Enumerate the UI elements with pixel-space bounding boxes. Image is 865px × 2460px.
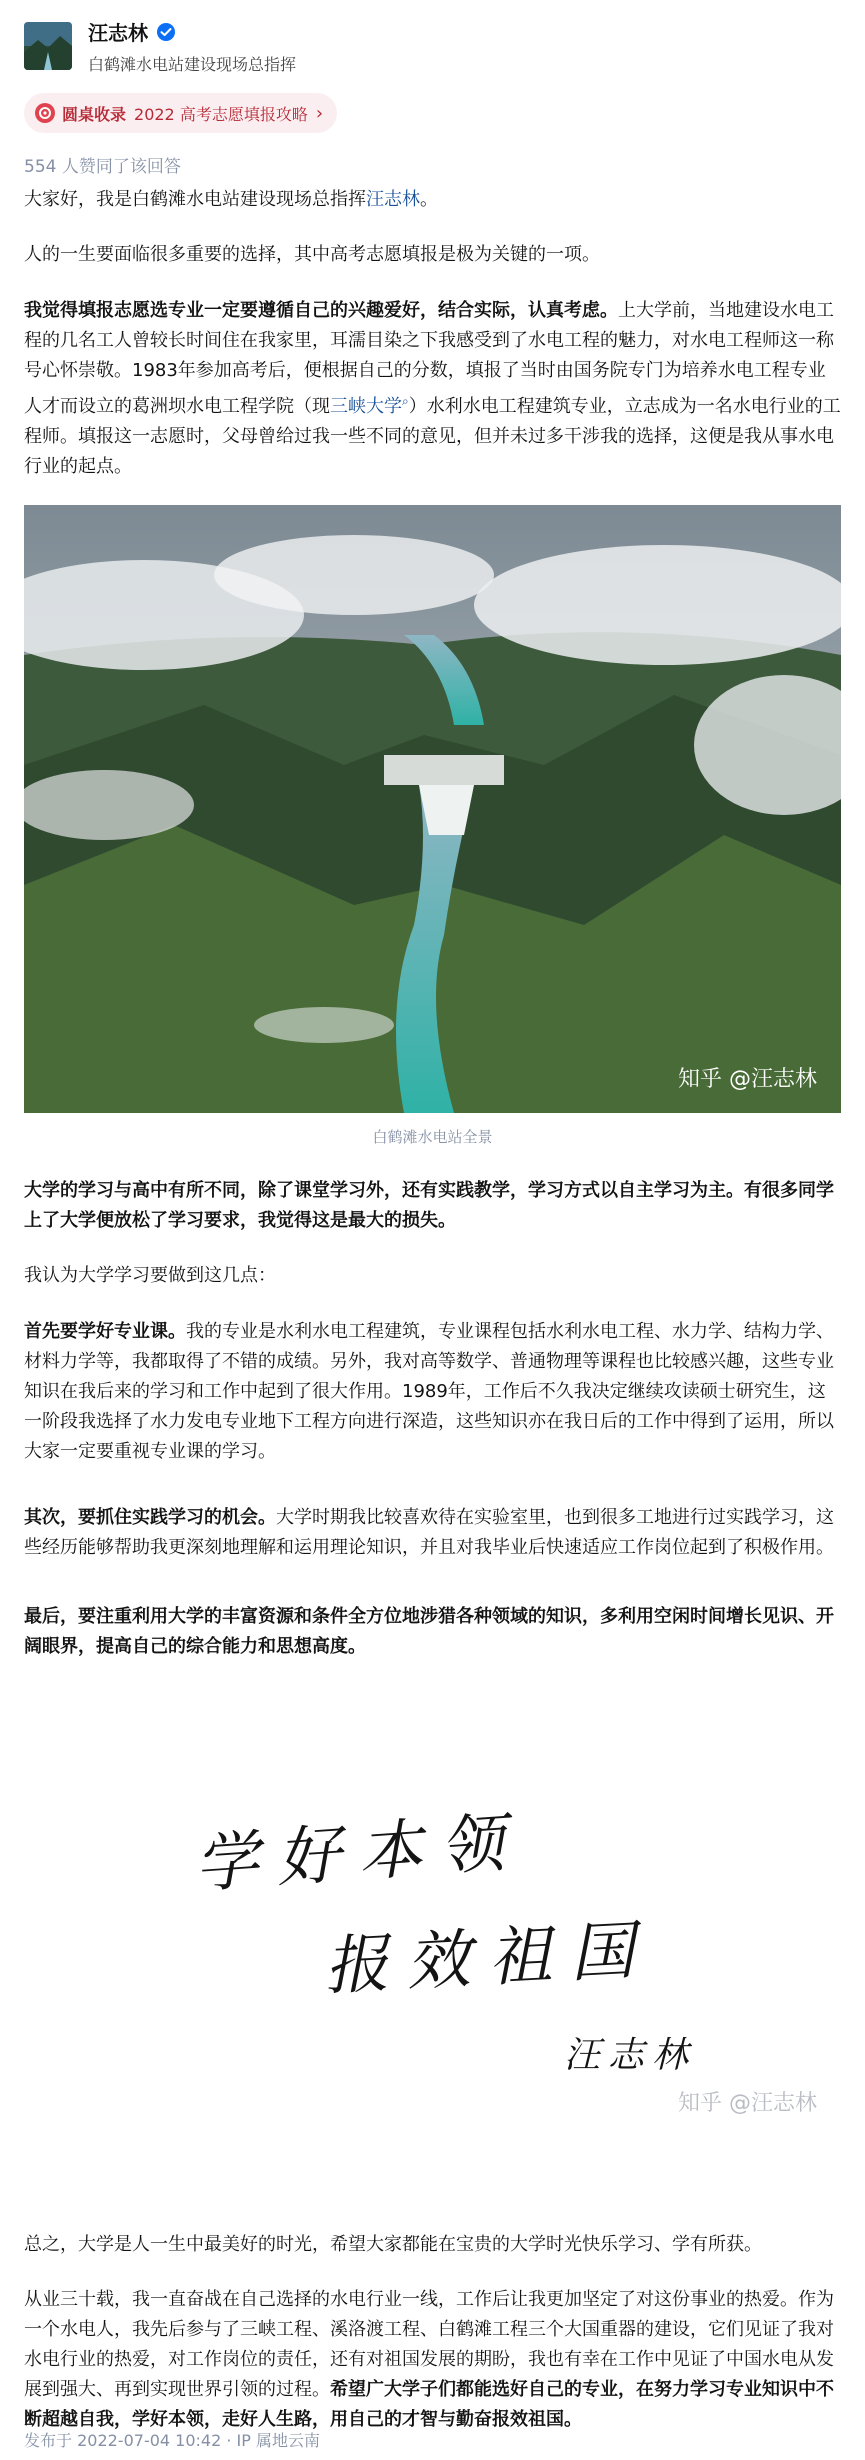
author-link[interactable]: 汪志林 — [366, 189, 420, 210]
calligraphy-line-2: 报效祖国 — [322, 1913, 655, 2005]
tag-prefix: 圆桌收录 — [62, 104, 127, 124]
search-icon[interactable]: ⌕ — [402, 394, 409, 408]
dam-photo — [24, 505, 841, 1113]
story-text: 上大学前，当地建设水电工程的几名工人曾较长时间住在我家里，耳濡目染之下我感受到了水电工程的魅力，对水电工程师这一称号心怀崇敬。1983年参加高考后，便根据自己的分数，填报了当时由国务院专门为培养水电工程专业人才而设立的葛洲坝水电工程学院（现 — [24, 300, 834, 417]
avatar[interactable] — [24, 22, 72, 70]
author-name[interactable]: 汪志林 — [88, 21, 148, 45]
closing-bold: 希望广大学子们都能选好自己的专业，在努力学习专业知识中不断超越自我，学好本领，走好人生路，用自己的才智与勤奋报效祖国。 — [24, 2379, 834, 2430]
first-point-heading: 首先要学好专业课。 — [24, 1321, 186, 1342]
paragraph-university-study: 大学的学习与高中有所不同，除了课堂学习外，还有实践教学，学习方式以自主学习为主。有很多同学上了大学便放松了学习要求，我觉得这是最大的损失。 — [24, 1180, 834, 1231]
dam-panorama-image[interactable] — [24, 505, 841, 1113]
upvote-count[interactable]: 554 人赞同了该回答 — [24, 157, 181, 177]
verified-badge-icon — [156, 22, 176, 42]
avatar-image — [24, 22, 72, 70]
intro-text: 大家好，我是白鹤滩水电站建设现场总指挥 — [24, 189, 366, 210]
roundtable-collection-tag[interactable] — [24, 93, 337, 133]
paragraph-major-choice — [24, 296, 841, 482]
photo-watermark: 知乎 @汪志林 — [678, 1067, 817, 1092]
paragraph-choice: 人的一生要面临很多重要的选择，其中高考志愿填报是极为关键的一项。 — [24, 244, 600, 265]
tag-title: 2022 高考志愿填报攻略 — [134, 104, 308, 124]
paragraph-intro — [24, 185, 841, 215]
calligraphy-signature: 汪志林 — [564, 2035, 697, 2076]
paragraph-first-point — [24, 1317, 841, 1467]
second-point-heading: 其次，要抓住实践学习的机会。 — [24, 1507, 276, 1528]
closing-text: 从业三十载，我一直奋战在自己选择的水电行业一线，工作后让我更加坚定了对这份事业的热爱。作为一个水电人，我先后参与了三峡工程、溪洛渡工程、白鹤滩工程三个大国重器的建设，它们见证了我对水电行业的热爱，对工作岗位的责任，还有对祖国发展的期盼，我也有幸在工作中见证了中国水电从发展到强大、再到实现世界引领的过程。 — [24, 2289, 834, 2400]
story-text-end: ）水利水电工程建筑专业，立志成为一名水电行业的工程师。填报这一志愿时，父母曾给过我一些不同的意见，但并未过多干涉我的选择，这便是我从事水电行业的起点。 — [24, 396, 841, 477]
second-point-text: 大学时期我比较喜欢待在实验室里，也到很多工地进行过实践学习，这些经历能够帮助我更深刻地理解和运用理论知识，并且对我毕业后快速适应工作岗位起到了积极作用。 — [24, 1507, 834, 1558]
paragraph-points-intro: 我认为大学学习要做到这几点： — [24, 1265, 276, 1286]
paragraph-second-point — [24, 1503, 841, 1563]
author-bio: 白鹤滩水电站建设现场总指挥 — [88, 55, 297, 74]
bold-statement: 我觉得填报志愿选专业一定要遵循自己的兴趣爱好，结合实际，认真考虑。 — [24, 300, 618, 321]
intro-end: 。 — [420, 189, 438, 210]
photo-caption: 白鹤滩水电站全景 — [372, 1128, 493, 1146]
author-header — [24, 16, 296, 76]
calligraphy-image[interactable] — [24, 1707, 841, 2217]
first-point-text: 我的专业是水利水电工程建筑，专业课程包括水利水电工程、水力学、结构力学、材料力学等，我都取得了不错的成绩。另外，我对高等数学、普通物理等课程也比较感兴趣，这些专业知识在我后来的学习和工作中起到了很大作用。1989年，工作后不久我决定继续攻读硕士研究生，这一阶段我选择了水力发电专业地下工程方向进行深造，这些知识亦在我日后的工作中得到了运用，所以大家一定要重视专业课的学习。 — [24, 1321, 834, 1462]
roundtable-icon — [34, 102, 56, 124]
paragraph-closing — [24, 2285, 841, 2435]
paragraph-summary: 总之，大学是人一生中最美好的时光，希望大家都能在宝贵的大学时光快乐学习、学有所获。 — [24, 2234, 762, 2255]
calligraphy-watermark: 知乎 @汪志林 — [678, 2091, 817, 2116]
chevron-right-icon: › — [315, 102, 324, 124]
university-link[interactable]: 三峡大学 — [330, 396, 402, 417]
paragraph-third-point: 最后，要注重利用大学的丰富资源和条件全方位地涉猎各种领域的知识，多利用空闲时间增长见识、开阔眼界，提高自己的综合能力和思想高度。 — [24, 1606, 834, 1657]
calligraphy-line-1: 学好本领 — [192, 1805, 525, 1903]
publish-info: 发布于 2022-07-04 10:42 · IP 属地云南 — [24, 2431, 320, 2450]
